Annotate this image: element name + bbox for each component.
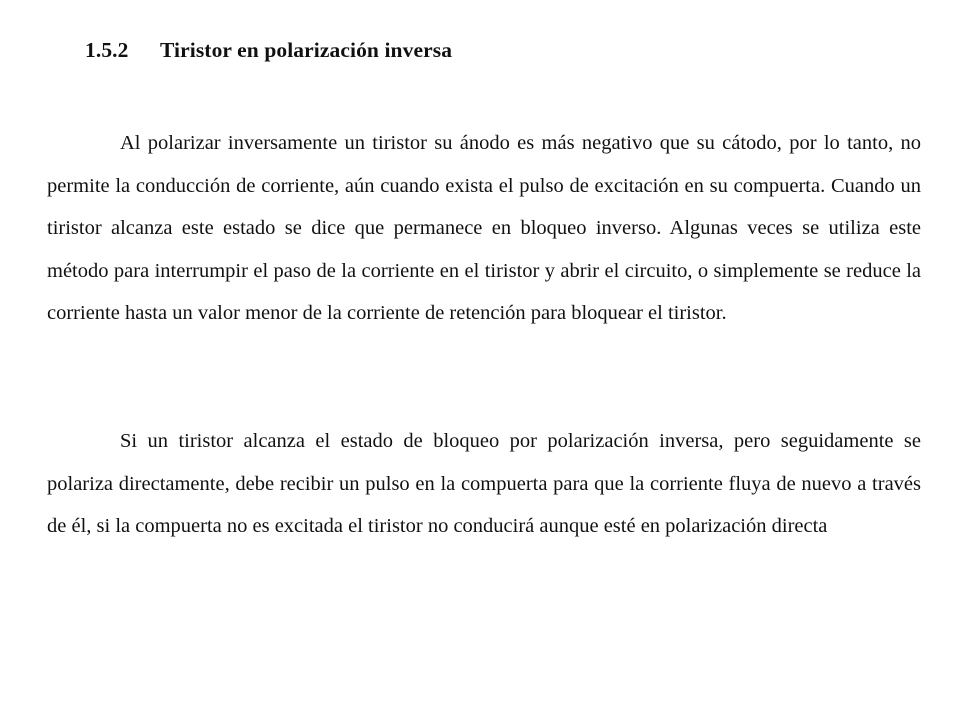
section-number: 1.5.2 [85,38,129,62]
section-title: Tiristor en polarización inversa [160,38,453,62]
paragraph-reverse-blocking: Al polarizar inversamente un tiristor su ánodo es más negativo que su cátodo, por lo tanto, no permite la conducción de corriente, aún cuando exista el pulso de excitación en su compuerta. Cuando un tiristor alcanza este estado se dice que permanece en bloqueo inverso. Algunas veces se utiliza este método para interrumpir el paso de la corriente en el tiristor y abrir el circuito, o simplemente se reduce la corriente hasta un valor menor de la corriente de retención para bloquear el tiristor. [47,132,921,324]
section-heading [85,38,452,63]
paragraph-gate-pulse: Si un tiristor alcanza el estado de bloqueo por polarización inversa, pero seguidamente se polariza directamente, debe recibir un pulso en la compuerta para que la corriente fluya de nuevo a través de él, si la compuerta no es excitada el tiristor no conducirá aunque esté en polarización directa [47,430,921,537]
